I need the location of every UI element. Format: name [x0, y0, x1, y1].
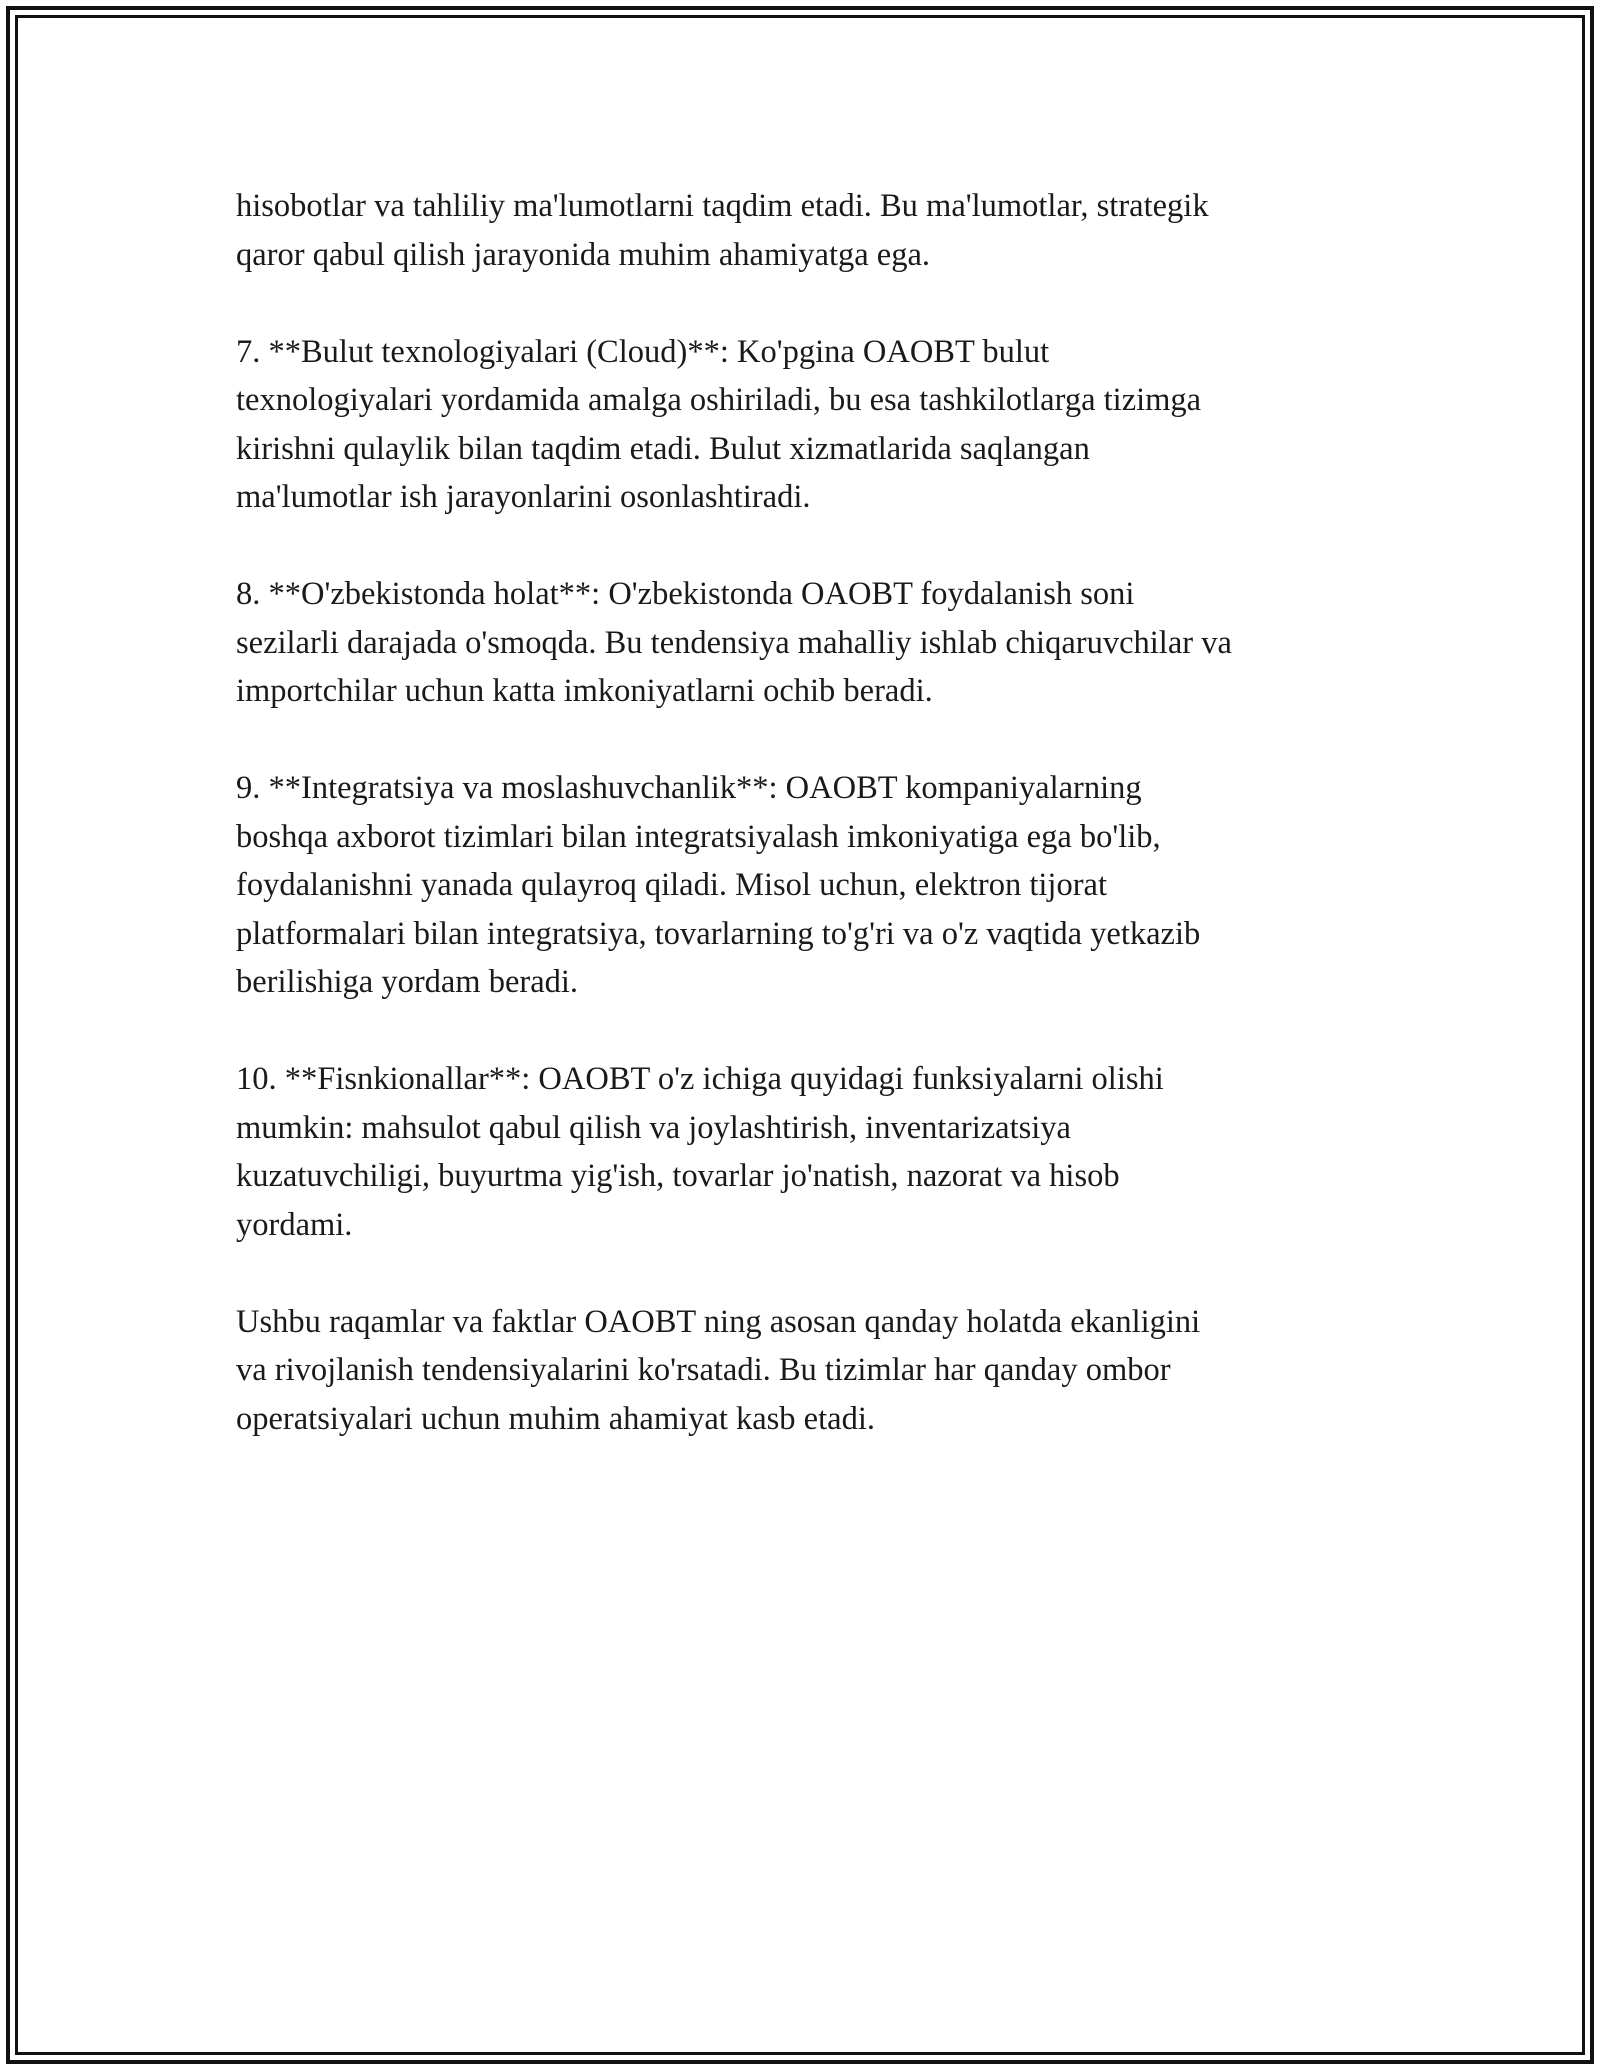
text-line: sezilarli darajada o'smoqda. Bu tendensiya mahalliy ishlab chiqaruvchilar va — [236, 624, 1232, 661]
document-body — [236, 182, 1386, 1492]
text-line: berilishiga yordam beradi. — [236, 964, 579, 1000]
paragraph-intro-continuation — [236, 182, 1386, 279]
paragraph-item-8-uzbekistan — [236, 570, 1386, 716]
text-line: mumkin: mahsulot qabul qilish va joylashtirish, inventarizatsiya — [236, 1109, 1071, 1146]
text-line: hisobotlar va tahliliy ma'lumotlarni taqdim etadi. Bu ma'lumotlar, strategik — [236, 188, 1209, 224]
text-line: operatsiyalari uchun muhim ahamiyat kasb etadi. — [236, 1400, 875, 1437]
text-line: qaror qabul qilish jarayonida muhim ahamiyatga ega. — [236, 236, 931, 273]
text-line: yordami. — [236, 1206, 353, 1243]
paragraph-item-10-functions — [236, 1055, 1386, 1249]
text-line: 10. **Fisnkionallar**: OAOBT o'z ichiga quyidagi funksiyalarni olishi — [236, 1061, 1164, 1097]
text-line: foydalanishni yanada qulayroq qiladi. Misol uchun, elektron tijorat — [236, 867, 1107, 903]
text-line: importchilar uchun katta imkoniyatlarni ochib beradi. — [236, 673, 933, 709]
text-line: ma'lumotlar ish jarayonlarini osonlashtiradi. — [236, 479, 811, 515]
paragraph-conclusion — [236, 1298, 1386, 1444]
text-line: 9. **Integratsiya va moslashuvchanlik**: OAOBT kompaniyalarning — [236, 770, 1142, 806]
text-line: kuzatuvchiligi, buyurtma yig'ish, tovarlar jo'natish, nazorat va hisob — [236, 1158, 1120, 1194]
paragraph-item-7-cloud — [236, 328, 1386, 522]
text-line: texnologiyalari yordamida amalga oshiriladi, bu esa tashkilotlarga tizimga — [236, 382, 1202, 418]
text-line: 8. **O'zbekistonda holat**: O'zbekistonda OAOBT foydalanish soni — [236, 576, 1135, 612]
text-line: va rivojlanish tendensiyalarini ko'rsatadi. Bu tizimlar har qanday ombor — [236, 1352, 1171, 1388]
text-line: Ushbu raqamlar va faktlar OAOBT ning asosan qanday holatda ekanligini — [236, 1303, 1201, 1340]
text-line: kirishni qulaylik bilan taqdim etadi. Bulut xizmatlarida saqlangan — [236, 430, 1090, 467]
text-line: 7. **Bulut texnologiyalari (Cloud)**: Ko'pgina OAOBT bulut — [236, 333, 1050, 370]
paragraph-item-9-integration — [236, 764, 1386, 1007]
text-line: boshqa axborot tizimlari bilan integratsiyalash imkoniyatiga ega bo'lib, — [236, 818, 1161, 855]
text-line: platformalari bilan integratsiya, tovarlarning to'g'ri va o'z vaqtida yetkazib — [236, 915, 1201, 952]
